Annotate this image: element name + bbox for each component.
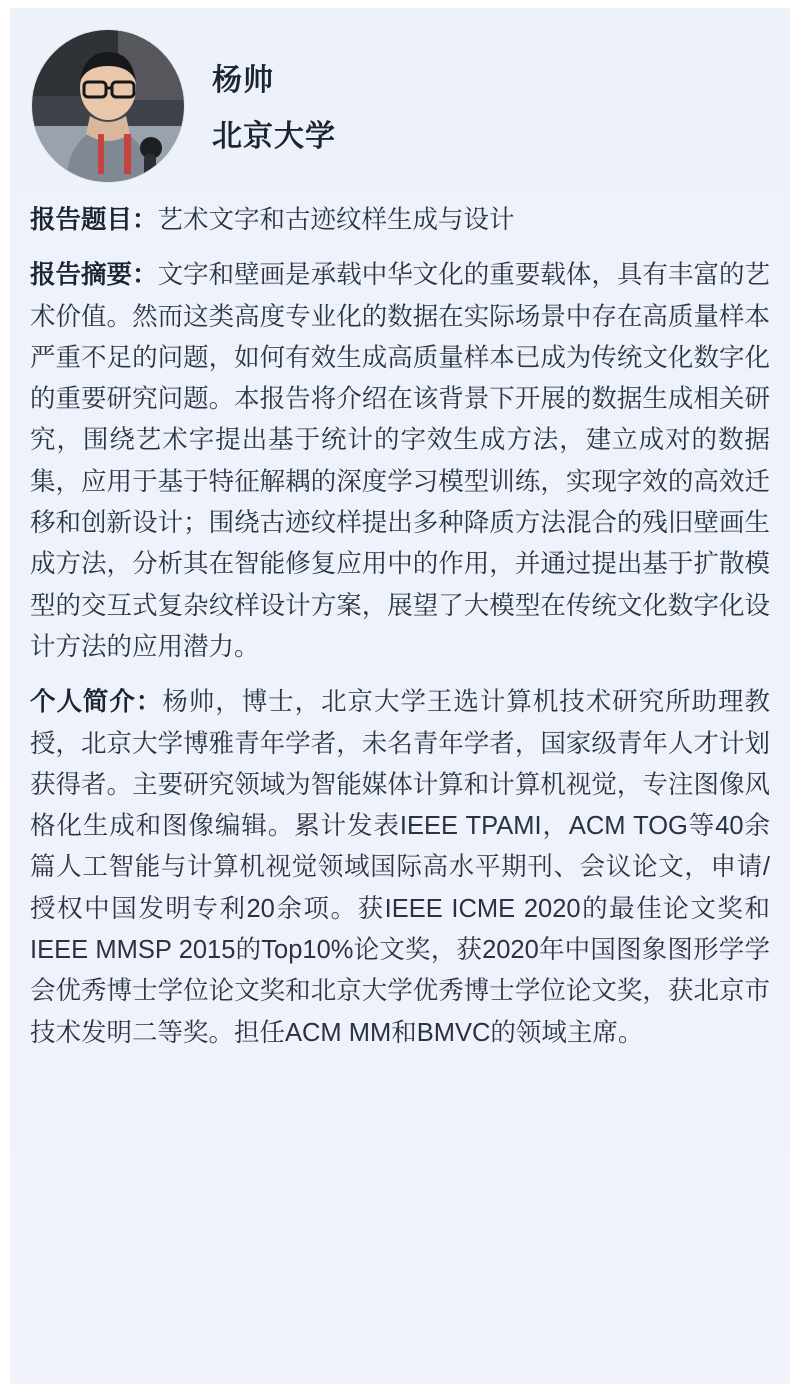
- speaker-affiliation: 北京大学: [212, 120, 336, 153]
- card-left-border: [0, 0, 10, 1394]
- bio-block: [30, 682, 770, 1054]
- abstract-value: 文字和壁画是承载中华文化的重要载体，具有丰富的艺术价值。然而这类高度专业化的数据在实际场景中存在高质量样本严重不足的问题，如何有效生成高质量样本已成为传统文化数字化的重要研究问题。本报告将介绍在该背景下开展的数据生成相关研究，围绕艺术字提出基于统计的字效生成方法，建立成对的数据集，应用于基于特征解耦的深度学习模型训练，实现字效的高效迁移和创新设计；围绕古迹纹样提出多种降质方法混合的残旧壁画生成方法，分析其在智能修复应用中的作用，并通过提出基于扩散模型的交互式复杂纹样设计方案，展望了大模型在传统文化数字化设计方法的应用潜力。: [30, 261, 770, 661]
- speaker-name: 杨帅: [212, 64, 274, 97]
- card-right-border: [790, 0, 800, 1394]
- talk-title-label: 报告题目：: [30, 206, 158, 234]
- talk-title-paragraph: [30, 200, 770, 241]
- bio-value: 杨帅，博士，北京大学王选计算机技术研究所助理教授，北京大学博雅青年学者，未名青年学者，国家级青年人才计划获得者。主要研究领域为智能媒体计算和计算机视觉，专注图像风格化生成和图像编辑。累计发表IEEE TPAMI，ACM TOG等40余篇人工智能与计算机视觉领域国际高水平期刊、会议论文，申请/授权中国发明专利20余项。获IEEE ICME 2020的最佳论文奖和IEEE MMSP 2015的Top10%论文奖，获2020年中国图象图形学学会优秀博士学位论文奖和北京大学优秀博士学位论文奖，获北京市技术发明二等奖。担任ACM MM和BMVC的领域主席。: [30, 688, 770, 1047]
- abstract-paragraph: [30, 255, 770, 668]
- profile-body: [28, 196, 772, 1054]
- talk-title-value: 艺术文字和古迹纹样生成与设计: [157, 206, 515, 234]
- card-bottom-border: [0, 1384, 800, 1394]
- avatar: [32, 30, 184, 182]
- abstract-label: 报告摘要：: [30, 261, 158, 290]
- card-top-border: [0, 0, 800, 8]
- speaker-portrait-icon: [32, 30, 184, 182]
- speaker-header: [28, 24, 772, 196]
- speaker-identity: [212, 60, 336, 152]
- abstract-block: [30, 255, 770, 668]
- talk-title-block: [30, 200, 770, 241]
- bio-paragraph: [30, 682, 770, 1054]
- bio-label: 个人简介：: [30, 688, 163, 717]
